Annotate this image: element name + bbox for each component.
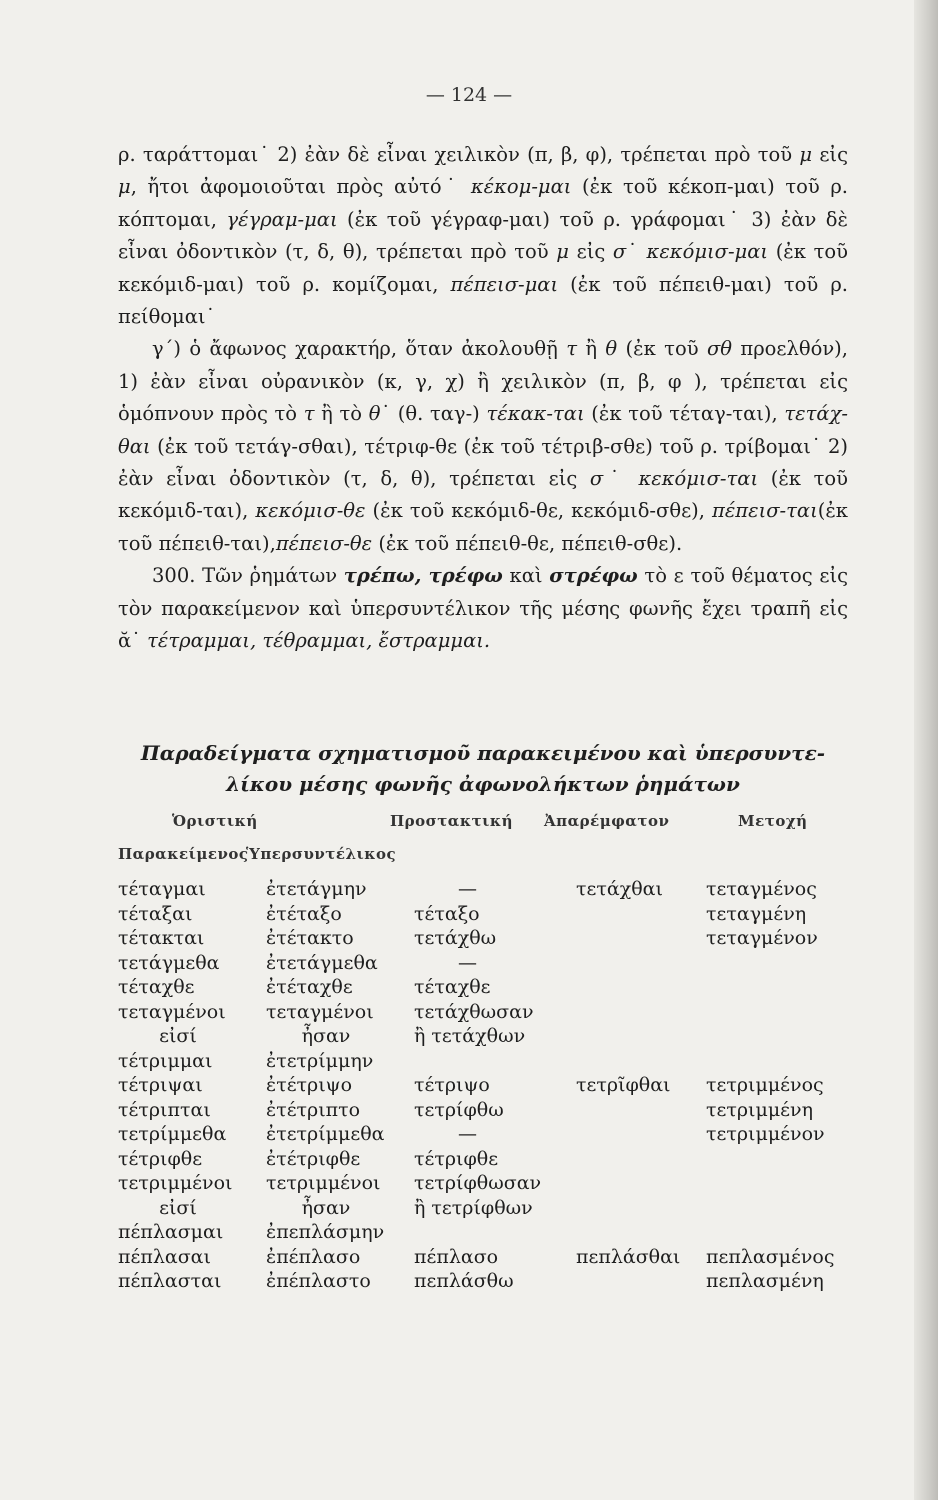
- imperative-form: τέταξο: [414, 902, 480, 925]
- imperative-form: ἢ τετάχθων: [414, 1025, 526, 1047]
- table-row: [118, 1000, 848, 1025]
- participle-form: πεπλασμένη: [706, 1270, 824, 1292]
- imperative-form: πεπλάσθω: [414, 1270, 514, 1292]
- pluperfect-form: ἐτέτριπτο: [266, 1098, 361, 1121]
- header-parakeimenos: Παρακείμενος: [118, 845, 249, 863]
- pluperfect-form: ἐτετρίμμην: [266, 1049, 374, 1072]
- header-metochi: Μετοχή: [738, 812, 808, 830]
- imperative-form: τετάχθωσαν: [414, 1000, 534, 1023]
- paragraph-2-segment: τ: [566, 337, 577, 361]
- table-row: [118, 877, 848, 902]
- participle-form: τεταγμένη: [706, 902, 807, 925]
- paragraph-consonant-rules: [118, 139, 848, 333]
- paragraph-2-segment: τετάχ-θαι: [118, 402, 849, 458]
- perfect-form: τετάγμεθα: [118, 951, 220, 974]
- paragraph-2-segment: (ἐκ τοῦ πέπειθ-ται),: [118, 499, 848, 555]
- imperative-form: —: [458, 1123, 477, 1145]
- paragraph-3-segment: τὸ ε τοῦ θέματος εἰς τὸν παρακείμενον καὶ ὑπερσυντέλικον τῆς μέσης φωνῆς ἔχει τραπῆ εἰς ᾰ˙: [118, 564, 849, 653]
- pluperfect-form: ἐπέπλασο: [266, 1245, 361, 1268]
- paragraph-2-segment: προελθόν), 1) ἐὰν εἶναι οὐρανικὸν (κ, γ, χ) ἢ χειλικὸν (π, β, φ ), τρέπεται εἰς ὁμόπνουν πρὸς τὸ: [118, 337, 848, 426]
- pluperfect-form: τεταγμένοι: [266, 1000, 374, 1023]
- participle-form: τεταγμένος: [706, 878, 817, 900]
- participle-form: τετριμμένον: [706, 1123, 825, 1145]
- paragraph-2-segment: (ἐκ τοῦ κεκόμιδ-ται),: [118, 467, 849, 523]
- perfect-form: τετριμμένοι: [118, 1172, 233, 1194]
- paragraph-3-segment: τρέπω, τρέφω: [343, 564, 503, 588]
- pluperfect-form: ἐτετάγμην: [266, 878, 367, 900]
- table-row: [118, 902, 848, 927]
- pluperfect-form: ἦσαν: [301, 1025, 351, 1047]
- pluperfect-form: ἐπεπλάσμην: [266, 1221, 385, 1243]
- paragraph-1-segment: μ: [118, 175, 131, 199]
- paragraph-1-segment: εἰς: [568, 240, 613, 264]
- paragraph-2-segment: κεκόμισ-ται: [638, 467, 759, 491]
- imperative-form: τέτριφθε: [414, 1147, 499, 1170]
- paragraph-2-segment: πέπεισ-ται: [712, 499, 818, 523]
- imperative-form: —: [458, 951, 477, 974]
- paragraph-2-segment: (ἐκ τοῦ τετάγ-σθαι), τέτριφ-θε (ἐκ τοῦ τέτριβ-σθε) τοῦ ρ. τρίβομαι˙ 2) ἐὰν εἶναι ὀδοντικὸν (τ, δ, θ), τρέπεται εἰς: [118, 434, 848, 491]
- imperative-form: τετρίφθω: [414, 1098, 504, 1121]
- paragraph-2-segment: γ΄) ὁ ἄφωνος χαρακτήρ, ὅταν ἀκολουθῇ: [152, 337, 567, 361]
- pluperfect-form: ἐτέτακτο: [266, 927, 354, 949]
- participle-form: τετριμμένος: [706, 1074, 824, 1096]
- paragraph-1-segment: γέγραμ-μαι: [226, 207, 338, 231]
- table-row: [118, 926, 848, 951]
- paragraph-2-segment: ἢ τὸ: [314, 402, 369, 426]
- perfect-form: εἰσί: [159, 1025, 197, 1047]
- pluperfect-form: ἐτέταξο: [266, 902, 342, 925]
- paragraph-2-segment: τ: [303, 402, 315, 426]
- imperative-form: ἢ τετρίφθων: [414, 1196, 533, 1219]
- perfect-form: εἰσί: [159, 1196, 197, 1219]
- imperative-form: τετρίφθωσαν: [414, 1172, 542, 1194]
- paragraph-1-segment: , ἤτοι ἀφομοιοῦται πρὸς αὐτό˙: [130, 175, 471, 199]
- perfect-form: τέτριφθε: [118, 1147, 203, 1170]
- paragraph-section-300: [118, 560, 848, 657]
- paragraph-2-segment: σθ: [706, 337, 732, 361]
- paragraph-2-segment: (ἐκ τοῦ κεκόμιδ-θε, κεκόμιδ-σθε),: [365, 499, 713, 523]
- examples-heading: [118, 738, 848, 800]
- paragraph-mute-character: [118, 333, 848, 560]
- paragraph-1-segment: σ: [612, 240, 627, 264]
- imperative-form: τέτριψο: [414, 1074, 490, 1096]
- table-row: [118, 1220, 848, 1245]
- perfect-form: τέτριψαι: [118, 1074, 203, 1096]
- pluperfect-form: ἐτετάγμεθα: [266, 951, 378, 974]
- paragraph-3-segment: στρέφω: [549, 564, 638, 588]
- table-row: [118, 951, 848, 976]
- paragraph-3-segment: τέτραμμαι, τέθραμμαι, ἔστραμμαι.: [147, 629, 491, 653]
- pluperfect-form: ἐπέπλαστο: [266, 1270, 371, 1292]
- perfect-form: τέταχθε: [118, 976, 195, 998]
- paragraph-1-segment: (ἐκ τοῦ πέπειθ-μαι) τοῦ ρ. πείθομαι˙: [118, 272, 848, 329]
- header-oristiki: Ὁριστική: [172, 812, 258, 830]
- perfect-form: πέπλασαι: [118, 1245, 211, 1268]
- imperative-form: τετάχθω: [414, 927, 497, 949]
- header-prostaktiki: Προστακτική: [390, 812, 514, 830]
- table-row: [118, 975, 848, 1000]
- table-row: [118, 1122, 848, 1147]
- paragraph-3-segment: καὶ: [502, 564, 550, 588]
- perfect-form: πέπλασμαι: [118, 1221, 224, 1243]
- table-row: [118, 1269, 848, 1294]
- pluperfect-form: ἐτέταχθε: [266, 976, 353, 998]
- pluperfect-form: τετριμμένοι: [266, 1172, 381, 1194]
- paragraph-1-segment: (ἐκ τοῦ κέκοπ-μαι) τοῦ ρ. κόπτομαι,: [118, 175, 848, 231]
- infinitive-form: τετάχθαι: [576, 878, 663, 900]
- page-edge-shadow: [914, 0, 938, 1500]
- paragraph-1-segment: ρ. ταράττομαι˙ 2) ἐὰν δὲ εἶναι χειλικὸν (π, β, φ), τρέπεται πρὸ τοῦ: [118, 143, 800, 166]
- imperative-form: —: [458, 878, 477, 900]
- perfect-form: τέτριμμαι: [118, 1049, 213, 1072]
- paragraph-2-segment: κεκόμισ-θε: [255, 499, 366, 523]
- infinitive-form: τετρῖφθαι: [576, 1074, 671, 1096]
- paragraph-2-segment: ˙ (θ. ταγ-): [380, 402, 487, 426]
- paragraph-1-segment: ˙: [626, 240, 647, 264]
- paragraph-2-segment: πέπεισ-θε: [275, 531, 373, 555]
- table-row: [118, 1245, 848, 1270]
- table-row: [118, 1196, 848, 1221]
- header-aparemfato: Ἀπαρέμφατον: [544, 812, 670, 830]
- paragraph-2-segment: (ἐκ τοῦ τέταγ-ται),: [584, 402, 785, 426]
- perfect-form: πέπλασται: [118, 1270, 222, 1292]
- table-row: [118, 1024, 848, 1049]
- paragraph-2-segment: ˙: [603, 467, 639, 491]
- imperative-form: πέπλασο: [414, 1245, 499, 1268]
- examples-heading-line-2: λίκου μέσης φωνῆς ἀφωνολήκτων ῥημάτων: [226, 772, 740, 796]
- table-row: [118, 1098, 848, 1123]
- table-row: [118, 1171, 848, 1196]
- perfect-form: τεταγμένοι: [118, 1000, 226, 1023]
- perfect-form: τέταξαι: [118, 902, 193, 925]
- paragraph-2-segment: τέκακ-ται: [486, 402, 585, 426]
- table-row: [118, 1049, 848, 1074]
- paragraph-1-segment: εἰς: [812, 143, 848, 166]
- paragraph-1-segment: μ: [799, 143, 813, 166]
- page-number: — 124 —: [425, 84, 513, 106]
- paragraph-1-segment: κεκόμισ-μαι: [646, 240, 769, 264]
- header-ypersyntelikos: Ὑπερσυντέλικος: [246, 845, 397, 863]
- paragraph-2-segment: θ: [605, 337, 618, 361]
- pluperfect-form: ἦσαν: [301, 1196, 351, 1219]
- paragraph-1-segment: (ἐκ τοῦ κεκόμιδ-μαι) τοῦ ρ. κομίζομαι,: [118, 240, 848, 296]
- table-row: [118, 1147, 848, 1172]
- table-row: [118, 1073, 848, 1098]
- perfect-form: τέταγμαι: [118, 878, 206, 900]
- paragraph-1-segment: κέκομ-μαι: [470, 175, 572, 199]
- imperative-form: τέταχθε: [414, 976, 491, 998]
- infinitive-form: πεπλάσθαι: [576, 1245, 681, 1268]
- participle-form: τετριμμένη: [706, 1098, 813, 1121]
- paragraph-2-segment: σ: [589, 467, 604, 491]
- paragraph-2-segment: (ἐκ τοῦ πέπειθ-θε, πέπειθ-σθε).: [372, 531, 683, 555]
- pluperfect-form: ἐτέτριψο: [266, 1074, 353, 1096]
- participle-form: πεπλασμένος: [706, 1245, 835, 1268]
- perfect-form: τέτριπται: [118, 1098, 211, 1121]
- paragraph-1-segment: μ: [556, 240, 569, 264]
- pluperfect-form: ἐτετρίμμεθα: [266, 1123, 385, 1145]
- paragraph-1-segment: (ἐκ τοῦ γέγραφ-μαι) τοῦ ρ. γράφομαι˙ 3) ἐὰν δὲ εἶναι ὀδοντικὸν (τ, δ, θ), τρέπεται πρὸ τοῦ: [118, 207, 849, 264]
- conjugation-table: [118, 877, 848, 1294]
- paragraph-2-segment: θ: [368, 402, 381, 426]
- perfect-form: τέτακται: [118, 927, 205, 949]
- paragraph-2-segment: ἢ: [576, 337, 606, 361]
- body-text: [118, 139, 848, 658]
- participle-form: τεταγμένον: [706, 927, 818, 949]
- paragraph-2-segment: (ἐκ τοῦ: [617, 337, 707, 361]
- perfect-form: τετρίμμεθα: [118, 1123, 227, 1145]
- paragraph-3-segment: 300. Τῶν ῥημάτων: [152, 564, 344, 588]
- pluperfect-form: ἐτέτριφθε: [266, 1147, 361, 1170]
- examples-heading-line-1: Παραδείγματα σχηματισμοῦ παρακειμένου καὶ ὑπερσυντε-: [140, 741, 826, 765]
- paragraph-1-segment: πέπεισ-μαι: [450, 272, 559, 296]
